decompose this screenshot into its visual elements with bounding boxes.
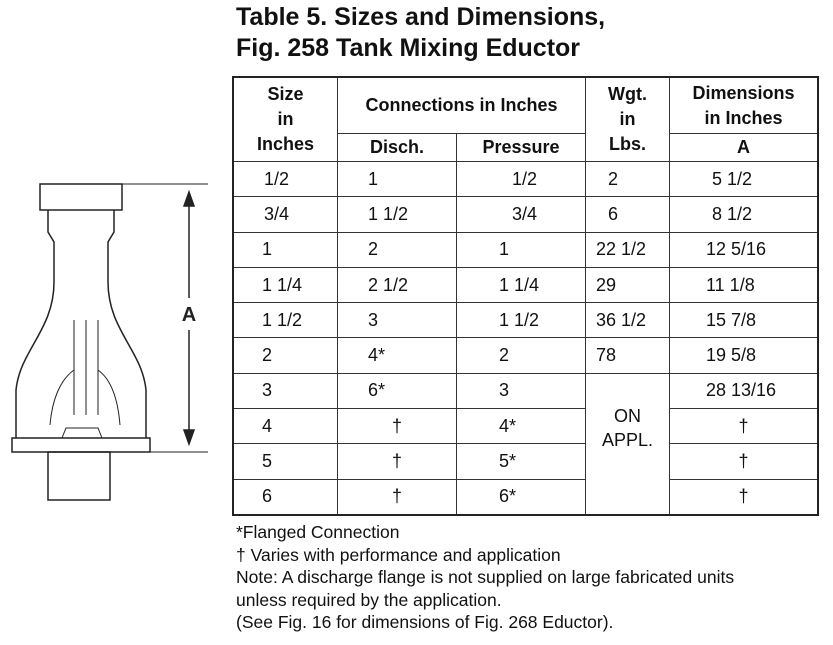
title-line-2: Fig. 258 Tank Mixing Eductor bbox=[236, 34, 581, 62]
table-title bbox=[236, 2, 605, 64]
base-flange bbox=[12, 438, 150, 452]
title-line-1: Table 5. Sizes and Dimensions, bbox=[236, 3, 606, 31]
table-row: 5 † 5* † bbox=[233, 444, 818, 479]
dimension-label: A bbox=[181, 304, 197, 326]
note-varies: † Varies with performance and application bbox=[236, 544, 561, 565]
table-row: 1 2 1 22 1/2 12 5/16 bbox=[233, 232, 818, 267]
bottom-pipe bbox=[48, 452, 110, 500]
table-row: 3 6* 3 ON APPL. 28 13/16 bbox=[233, 373, 818, 408]
header-disch: Disch. bbox=[338, 134, 457, 162]
table-row: 6 † 6* † bbox=[233, 479, 818, 515]
header-weight: Wgt. in Lbs. bbox=[586, 77, 670, 162]
footnotes bbox=[236, 521, 734, 634]
table-row: 1 1/4 2 1/2 1 1/4 29 11 1/8 bbox=[233, 267, 818, 302]
table-row: 4 † 4* † bbox=[233, 409, 818, 444]
sizes-table bbox=[232, 76, 819, 516]
note-flanged: *Flanged Connection bbox=[236, 522, 400, 542]
header-size: Size in Inches bbox=[233, 77, 338, 162]
note-discharge: Note: A discharge flange is not supplied on large fabricated units bbox=[236, 567, 735, 587]
header-connections: Connections in Inches bbox=[338, 77, 586, 134]
on-application-cell: ON APPL. bbox=[586, 373, 670, 515]
note-discharge-cont: unless required by the application. bbox=[236, 589, 502, 610]
header-pressure: Pressure bbox=[457, 134, 586, 162]
eductor-drawing bbox=[0, 170, 215, 510]
header-dimensions: Dimensions in Inches bbox=[670, 77, 819, 134]
header-dim-a: A bbox=[670, 134, 819, 162]
note-see-fig: (See Fig. 16 for dimensions of Fig. 268 Eductor). bbox=[236, 612, 614, 632]
table-row: 3/4 1 1/2 3/4 6 8 1/2 bbox=[233, 197, 818, 232]
table-row: 1/2 1 1/2 2 5 1/2 bbox=[233, 162, 818, 197]
table-row: 2 4* 2 78 19 5/8 bbox=[233, 338, 818, 373]
top-cap bbox=[40, 184, 122, 210]
table-row: 1 1/2 3 1 1/2 36 1/2 15 7/8 bbox=[233, 303, 818, 338]
